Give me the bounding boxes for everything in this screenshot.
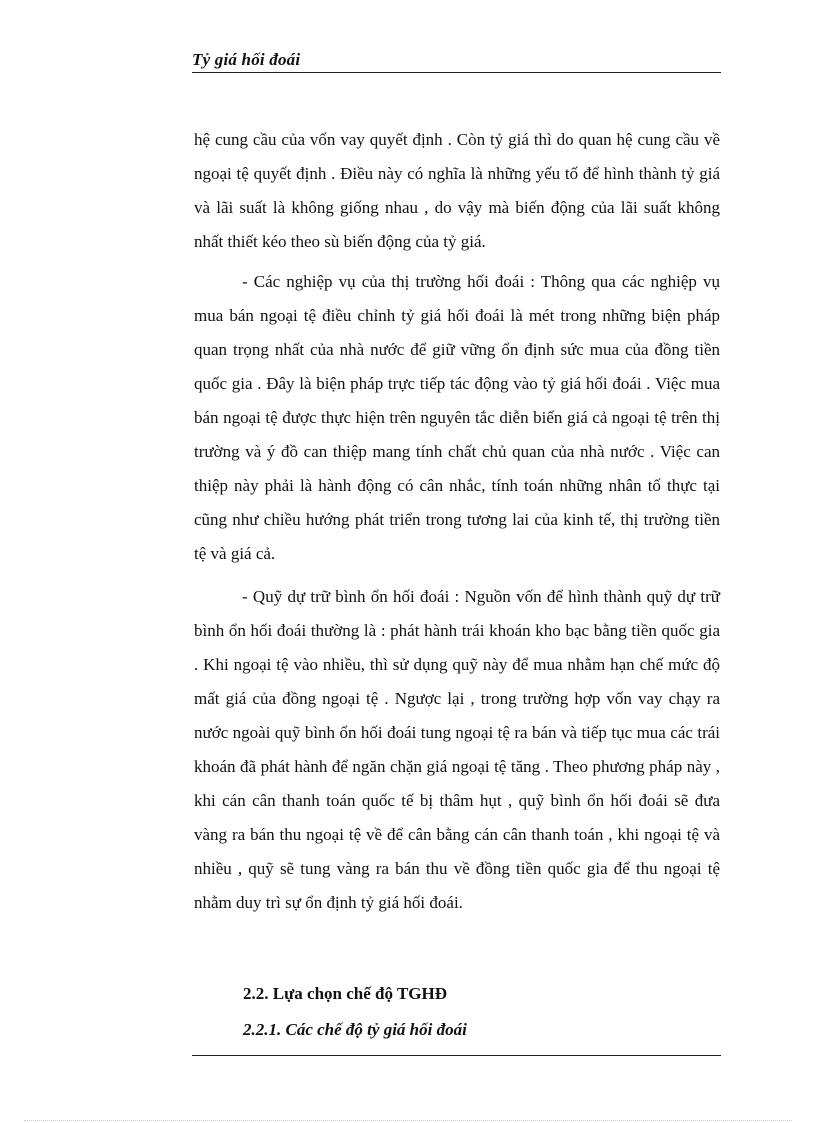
page-edge: [24, 1120, 792, 1121]
paragraph-exchange-stabilization-fund: - Quỹ dự trữ bình ổn hối đoái : Nguồn vốn để hình thành quỹ dự trữ bình ổn hối đoái thường là : phát hành trái khoán kho bạc bằng tiền quốc gia . Khi ngoại tệ vào nhiều, thì sử dụng quỹ này để mua nhằm hạn chế mức độ mất giá của đồng ngoại tệ . Ngược lại , trong trường hợp vốn vay chạy ra nước ngoài quỹ bình ổn hối đoái tung ngoại tệ ra bán và tiếp tục mua các trái khoán đã phát hành để ngăn chặn giá ngoại tệ tăng . Theo phương pháp này , khi cán cân thanh toán quốc tế bị thâm hụt , quỹ bình ổn hối đoái sẽ đưa vàng ra bán thu ngoại tệ về để cân bằng cán cân thanh toán , khi ngoại tệ và nhiều , quỹ sẽ tung vàng ra bán thu về đồng tiền quốc gia để thu ngoại tệ nhằm duy trì sự ổn định tỷ giá hối đoái.: [194, 587, 720, 912]
footer-rule: [192, 1055, 721, 1056]
body-text: [194, 120, 720, 920]
section-heading: 2.2. Lựa chọn chế độ TGHĐ: [243, 984, 447, 1003]
subsection-heading: 2.2.1. Các chế độ tỷ giá hối đoái: [243, 1020, 467, 1039]
paragraph-forex-market-operations: - Các nghiệp vụ của thị trường hối đoái : Thông qua các nghiệp vụ mua bán ngoại tệ điều chỉnh tỷ giá hối đoái là mét trong những biện pháp quan trọng nhất của nhà nước để giữ vững ổn định sức mua của đồng tiền quốc gia . Đây là biện pháp trực tiếp tác động vào tỷ giá hối đoái . Việc mua bán ngoại tệ được thực hiện trên nguyên tắc diễn biến giá cả ngoại tệ trên thị trường và ý đồ can thiệp mang tính chất chủ quan của nhà nước . Việc can thiệp này phải là hành động có cân nhắc, tính toán những nhân tố thực tại cũng như chiều hướng phát triển trong tương lai của kinh tế, thị trường tiền tệ và giá cả.: [194, 272, 720, 563]
header-title: Tỷ giá hối đoái: [192, 50, 301, 69]
page-header: [192, 50, 721, 73]
paragraph-continuation: hệ cung cầu của vốn vay quyết định . Còn tỷ giá thì do quan hệ cung cầu về ngoại tệ quyết định . Điều này có nghĩa là những yếu tố để hình thành tỷ giá và lãi suất là không giống nhau , do vậy mà biến động của lãi suất không nhất thiết kéo theo sù biến động của tỷ giá.: [194, 130, 720, 251]
